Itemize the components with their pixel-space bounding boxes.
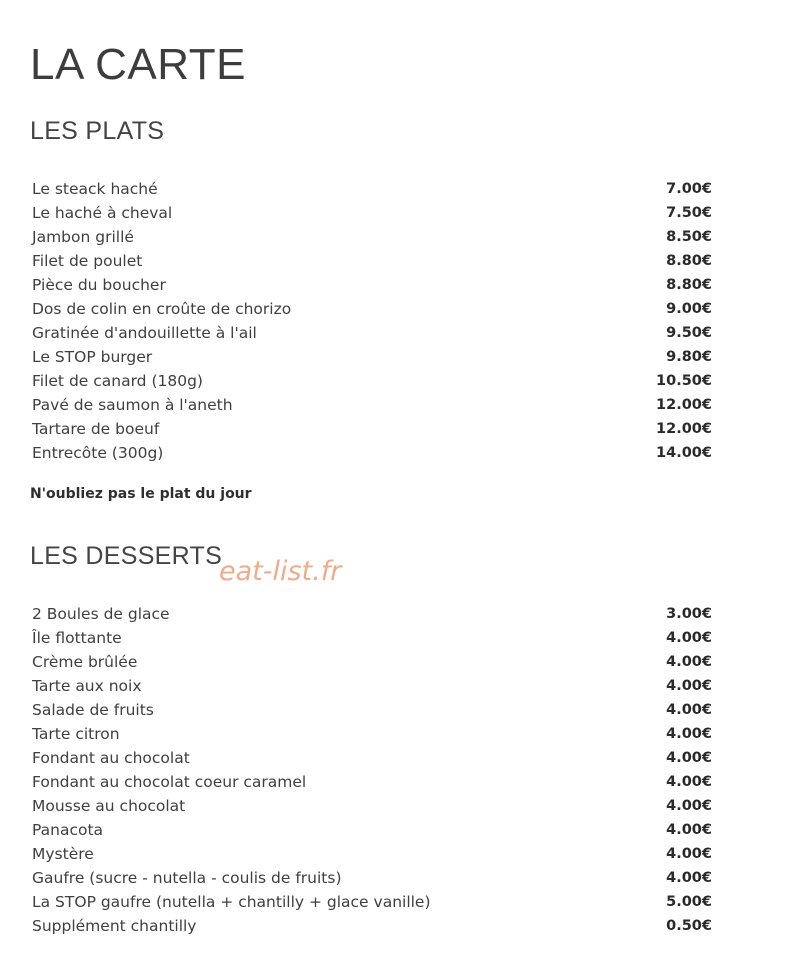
menu-item-row <box>32 770 722 794</box>
menu-item-price: 4.00€ <box>666 630 712 646</box>
menu-item-name: Fondant au chocolat coeur caramel <box>32 773 307 791</box>
menu-item-price: 0.50€ <box>666 918 712 934</box>
menu-item-row <box>32 698 722 722</box>
menu-item-price: 4.00€ <box>666 654 712 670</box>
menu-item-row <box>32 866 722 890</box>
watermark: eat-list.fr <box>219 556 342 587</box>
menu-item-row <box>32 722 722 746</box>
menu-item-row <box>32 345 722 369</box>
menu-item-name: Gaufre (sucre - nutella - coulis de fruits) <box>32 869 342 887</box>
menu-item-name: Panacota <box>32 821 104 839</box>
menu-item-price: 4.00€ <box>666 750 712 766</box>
menu-item-row <box>32 626 722 650</box>
menu-item-price: 8.80€ <box>666 277 712 293</box>
menu-item-row <box>32 650 722 674</box>
menu-item-price: 5.00€ <box>666 894 712 910</box>
menu-item-price: 4.00€ <box>666 774 712 790</box>
section-title-desserts: LES DESSERTS <box>30 542 223 570</box>
menu-item-name: Le STOP burger <box>32 348 153 366</box>
menu-item-row <box>32 674 722 698</box>
menu-item-name: Entrecôte (300g) <box>32 444 164 462</box>
menu-item-name: Pièce du boucher <box>32 276 166 294</box>
menu-item-name: Le steack haché <box>32 180 158 198</box>
menu-item-row <box>32 201 722 225</box>
menu-item-row <box>32 249 722 273</box>
menu-item-name: Jambon grillé <box>32 228 134 246</box>
menu-item-row <box>32 890 722 914</box>
menu-item-name: Dos de colin en croûte de chorizo <box>32 300 292 318</box>
menu-item-row <box>32 177 722 201</box>
menu-item-price: 9.80€ <box>666 349 712 365</box>
menu-item-name: Gratinée d'andouillette à l'ail <box>32 324 257 342</box>
menu-item-price: 8.80€ <box>666 253 712 269</box>
menu-item-name: Le haché à cheval <box>32 204 173 222</box>
menu-item-name: Mystère <box>32 845 94 863</box>
menu-item-row <box>32 842 722 866</box>
menu-item-name: Supplément chantilly <box>32 917 197 935</box>
menu-item-price: 4.00€ <box>666 678 712 694</box>
menu-item-price: 14.00€ <box>656 445 712 461</box>
menu-item-price: 4.00€ <box>666 798 712 814</box>
section-title-plats: LES PLATS <box>30 117 165 145</box>
menu-item-row <box>32 818 722 842</box>
menu-item-price: 9.50€ <box>666 325 712 341</box>
menu-item-name: Mousse au chocolat <box>32 797 186 815</box>
menu-item-price: 3.00€ <box>666 606 712 622</box>
menu-item-price: 12.00€ <box>656 397 712 413</box>
menu-item-name: Île flottante <box>32 629 122 647</box>
page-title: LA CARTE <box>30 40 246 89</box>
menu-item-price: 4.00€ <box>666 822 712 838</box>
menu-item-name: Pavé de saumon à l'aneth <box>32 396 233 414</box>
plats-list <box>32 177 722 465</box>
menu-item-price: 4.00€ <box>666 870 712 886</box>
menu-item-name: Tartare de boeuf <box>32 420 160 438</box>
menu-item-price: 9.00€ <box>666 301 712 317</box>
menu-item-price: 10.50€ <box>656 373 712 389</box>
menu-item-row <box>32 393 722 417</box>
menu-item-row <box>32 417 722 441</box>
menu-item-row <box>32 225 722 249</box>
plat-du-jour-note: N'oubliez pas le plat du jour <box>30 486 252 502</box>
menu-item-price: 7.00€ <box>666 181 712 197</box>
menu-item-row <box>32 273 722 297</box>
menu-item-name: Crème brûlée <box>32 653 138 671</box>
menu-item-price: 4.00€ <box>666 846 712 862</box>
menu-item-name: Salade de fruits <box>32 701 154 719</box>
menu-item-name: Filet de poulet <box>32 252 143 270</box>
menu-item-price: 4.00€ <box>666 702 712 718</box>
desserts-list <box>32 602 722 938</box>
menu-item-price: 7.50€ <box>666 205 712 221</box>
menu-item-name: Tarte aux noix <box>32 677 142 695</box>
menu-item-row <box>32 602 722 626</box>
menu-item-row <box>32 441 722 465</box>
menu-item-price: 12.00€ <box>656 421 712 437</box>
menu-item-name: La STOP gaufre (nutella + chantilly + glace vanille) <box>32 893 431 911</box>
menu-item-row <box>32 297 722 321</box>
menu-item-name: Tarte citron <box>32 725 120 743</box>
menu-item-row <box>32 746 722 770</box>
menu-item-price: 4.00€ <box>666 726 712 742</box>
menu-item-name: 2 Boules de glace <box>32 605 170 623</box>
menu-item-row <box>32 794 722 818</box>
menu-item-row <box>32 914 722 938</box>
menu-item-row <box>32 321 722 345</box>
menu-item-name: Filet de canard (180g) <box>32 372 203 390</box>
menu-item-price: 8.50€ <box>666 229 712 245</box>
menu-item-row <box>32 369 722 393</box>
menu-item-name: Fondant au chocolat <box>32 749 190 767</box>
